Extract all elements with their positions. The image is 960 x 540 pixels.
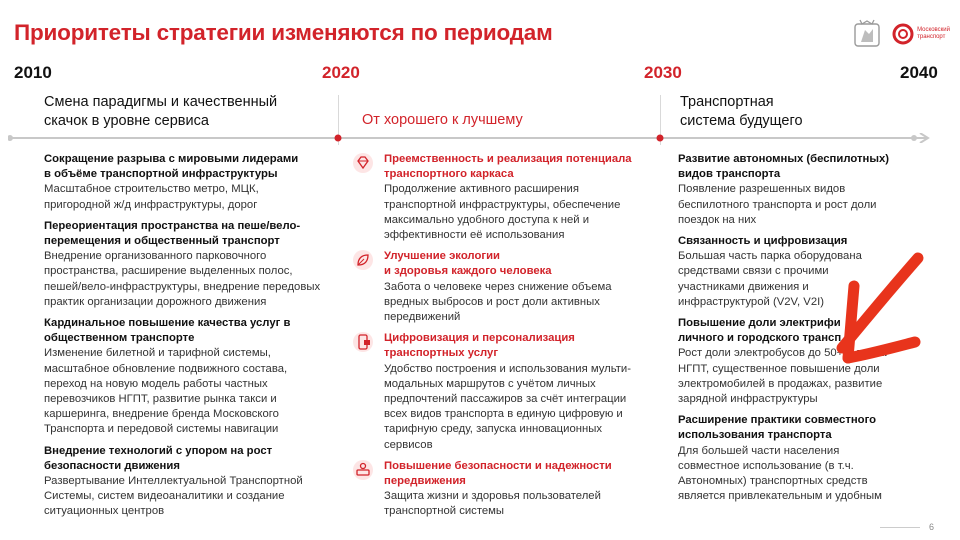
timeline-dot-2030 [657,135,664,142]
left-item-1-title: Сокращение разрыва с мировыми лидерами в объёме транспортной инфраструктуры [44,153,299,181]
middle-item-2-title: Улучшение экологии и здоровья каждого человека [384,250,552,278]
timeline-dot-2040 [911,135,917,141]
left-column-heading: Смена парадигмы и качественный скачок в уровне сервиса [44,94,278,129]
middle-item-1-text: Продолжение активного расширения транспортной инфраструктуры, обеспечение максимально удобного доступа к ней и эффективности её использования [384,183,621,242]
right-item-3-text: Рост доли электробусов до 50+% парка НГПТ, существенное повышение доли электромобилей в продажах, развитие зарядной инфраструктуры [678,347,887,406]
middle-item-3-title: Цифровизация и персонализация транспортных услуг [384,332,575,360]
left-item-1-text: Масштабное строительство метро, МЦК, пригородной ж/д инфраструктуры, дорог [44,183,259,211]
timeline-dot-2010 [8,135,13,141]
left-item-2-text: Внедрение организованного парковочного пространства, расширение выделенных полос, пешей/вело-инфраструктуры, внедрение передовых практик организации дорожного движения [44,250,321,308]
middle-item-4-text: Защита жизни и здоровья пользователей транспортной системы [384,490,601,518]
timeline-axis [8,133,938,143]
left-item-2-title: Переориентация пространства на пеше/вело- перемещения и общественный транспорт [44,219,301,248]
middle-item-2-text: Забота о человеке через снижение объема вредных выбросов и рост доли активных передвижений [384,280,612,324]
annotation-arrow-icon [780,250,930,390]
right-item-1-title: Развитие автономных (беспилотных) видов транспорта [678,153,890,181]
left-column [44,152,344,526]
middle-item-3-text: Удобство построения и использования мульти- модальных маршрутов с учётом личных предпочтений пассажиров за счёт интеграции всех видов транспорта в единую цифровую и тарифную среду, запуска инновационных сервисов [384,362,631,451]
year-2030: 2030 [644,63,682,82]
logo-text-line-1: Московский [917,27,950,33]
transport-ring-icon [892,23,914,45]
page-number: 6 [928,522,934,532]
year-2010: 2010 [14,63,52,82]
right-item-3-title: Повышение доли электрифи личного и городского трансп [678,317,842,345]
right-item-4-title: Расширение практики совместного использования транспорта [678,414,877,442]
middle-item-1 [356,152,656,243]
right-item-2-title: Связанность и цифровизация [678,235,848,248]
middle-column [356,152,656,526]
page-number-line [880,527,920,528]
moscow-coat-of-arms-icon [852,18,882,50]
left-item-3-text: Изменение билетной и тарифной системы, масштабное обновление подвижного состава, переход на новую модель работы частных перевозчиков НГПТ, развитие рынка такси и каршеринга, внедрение бренда Московского Транспорта и передовой системы навигации [44,347,288,436]
diamond-icon [352,152,374,174]
middle-item-2 [356,249,656,325]
left-item-3-title: Кардинальное повышение качества услуг в общественном транспорте [44,317,291,345]
left-item-4-title: Внедрение технологий с упором на рост безопасности движения [44,444,273,472]
leaf-icon [352,249,374,271]
year-2040: 2040 [900,63,938,82]
logo-text-line-2: транспорт [917,34,946,40]
middle-item-1-title: Преемственность и реализация потенциала транспортного каркаса [384,153,632,181]
year-2020: 2020 [322,63,360,82]
middle-item-4-title: Повышение безопасности и надежности передвижения [384,459,612,488]
right-item-1-text: Появление разрешенных видов беспилотного транспорта и рост доли поездок на них [678,183,877,226]
timeline-dot-2020 [335,135,342,142]
right-item-2-text: Большая часть парка оборудована средствами связи с прочими участниками движения и инфраструктурой (V2V, V2I) [678,250,862,308]
page-title: Приоритеты стратегии изменяются по периодам [14,20,553,45]
middle-item-4 [356,459,656,520]
left-item-4-text: Развертывание Интеллектуальной Транспортной Системы, систем видеоаналитики и создание ситуационных центров [44,475,303,518]
phone-icon [352,331,374,353]
middle-column-heading: От хорошего к лучшему [362,112,523,128]
right-item-4-text: Для большей части населения совместное использование (в т.ч. Автономных) транспортных средств является привлекательным и удобным [678,444,882,503]
right-column-heading: Транспортная система будущего [680,94,803,129]
safety-icon [352,459,374,481]
middle-item-3 [356,331,656,453]
header-logos [852,18,950,50]
moscow-transport-logo [892,23,950,45]
